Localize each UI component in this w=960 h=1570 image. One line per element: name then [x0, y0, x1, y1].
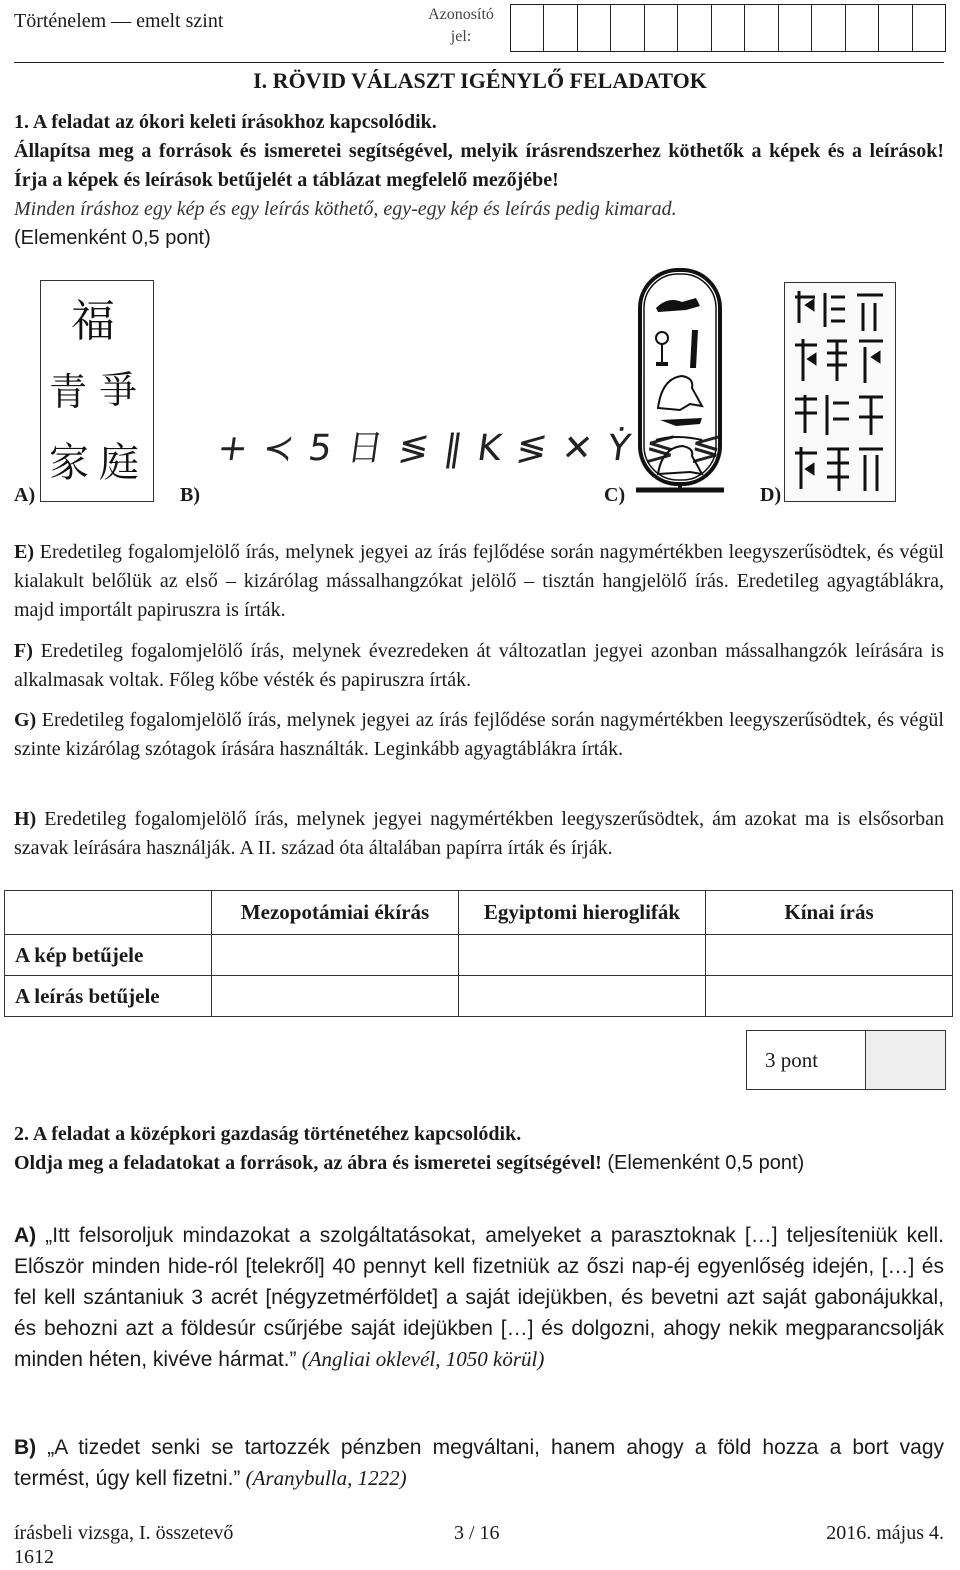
answer-cell[interactable]	[459, 935, 706, 976]
cuneiform-script-image	[784, 282, 896, 502]
points-score-field[interactable]	[866, 1031, 945, 1089]
section-title: I. RÖVID VÁLASZT IGÉNYLŐ FELADATOK	[253, 68, 707, 93]
answer-cell[interactable]	[459, 976, 706, 1017]
image-label-a: A)	[14, 484, 36, 506]
header-rule	[14, 62, 944, 63]
id-boxes[interactable]	[510, 4, 946, 52]
description-g: G) Eredetileg fogalomjelölő írás, melynek jegyei az írás fejlődése során nagymértékben leegyszerűsödtek, és végül szinte kizárólag szótagok írására használták. Leginkább agyagtáblákra írták.	[14, 709, 944, 760]
description-f: F) Eredetileg fogalomjelölő írás, melynek évezredeken át változatlan jegyei azonban mássalhangzók leírására is alkalmasak voltak. Főleg kőbe vésték és papiruszra írták.	[14, 640, 944, 691]
task1-score: (Elemenként 0,5 pont)	[14, 227, 211, 249]
col-header-mezopotamia: Mezopotámiai ékírás	[212, 891, 459, 935]
image-label-c: C)	[604, 484, 626, 506]
source-a: A) „Itt felsoroljuk mindazokat a szolgáltatásokat, amelyeket a parasztoknak […] teljesíteniük kell. Először minden hide-ról [telekről] 40 pennyt kell fizetniük az őszi nap-éj egyenlőség idején, […] és fel kell szántaniuk 3 acrét [négyzetmérföldet] a saját idejükben, és bevetni azt saját gabonájukkal, és behozni azt a földesúr csűrjébe saját idejükben […] és dolgozni, ahogy nekik megparancsolják minden héten, kivéve hármat.” (Angliai oklevél, 1050 körül)	[14, 1224, 944, 1371]
row-header-description-letter: A leírás betűjele	[5, 976, 212, 1017]
task1-title: 1. A feladat az ókori keleti írásokhoz kapcsolódik.	[14, 111, 437, 133]
phoenician-script-image: + ≺ 5 日 ≶ ‖ K ≶ ✕ Ẏ ≶ ≶	[214, 428, 726, 469]
description-e: E) Eredetileg fogalomjelölő írás, melynek jegyei az írás fejlődése során nagymértékben leegyszerűsödtek, és végül kialakult belőlük az első – kizárólag mássalhangzókat jelölő – tisztán hangjelölő írás. Eredetileg agyagtáblákra, majd importált papiruszra is írták.	[14, 541, 944, 621]
chinese-script-image: 福 青 爭 家 庭	[40, 280, 154, 502]
task2-intro	[14, 1120, 944, 1178]
task2-score: (Elemenként 0,5 pont)	[601, 1152, 805, 1174]
image-label-d: D)	[760, 484, 782, 506]
footer-code: 1612	[14, 1546, 54, 1568]
points-box	[746, 1030, 946, 1090]
answer-table	[4, 890, 953, 1017]
description-h: H) Eredetileg fogalomjelölő írás, melynek jegyei nagymértékben leegyszerűsödtek, ám azokat ma is elsősorban szavak leírására használják. A II. század óta általában papírra írták és írják.	[14, 808, 944, 859]
answer-cell[interactable]	[706, 935, 953, 976]
image-label-b: B)	[180, 484, 200, 506]
task1-intro	[14, 108, 944, 253]
egyptian-cartouche-image	[636, 268, 724, 500]
table-corner	[5, 891, 212, 935]
answer-cell[interactable]	[212, 976, 459, 1017]
task2-instruction: Oldja meg a feladatokat a források, az ábra és ismeretei segítségével!	[14, 1152, 602, 1174]
task2-title: 2. A feladat a középkori gazdaság történetéhez kapcsolódik.	[14, 1123, 522, 1145]
subject-header: Történelem — emelt szint	[14, 10, 224, 32]
answer-cell[interactable]	[706, 976, 953, 1017]
id-label: Azonosító jel:	[428, 6, 494, 45]
task1-note: Minden íráshoz egy kép és egy leírás köthető, egy-egy kép és leírás pedig kimarad.	[14, 198, 677, 220]
row-header-image-letter: A kép betűjele	[5, 935, 212, 976]
footer-date: 2016. május 4.	[826, 1522, 944, 1544]
answer-cell[interactable]	[212, 935, 459, 976]
task1-instruction: Állapítsa meg a források és ismeretei segítségével, melyik írásrendszerhez köthetők a képek és a leírások! Írja a képek és leírások betűjelét a táblázat megfelelő mezőjébe!	[14, 140, 944, 191]
col-header-egyptian: Egyiptomi hieroglifák	[459, 891, 706, 935]
footer-page: 3 / 16	[454, 1522, 500, 1544]
footer-left: írásbeli vizsga, I. összetevő	[14, 1522, 234, 1544]
points-label: 3 pont	[747, 1031, 866, 1089]
col-header-chinese: Kínai írás	[706, 891, 953, 935]
source-b: B) „A tizedet senki se tartozzék pénzben megváltani, hanem ahogy a föld hozza a bort vagy termést, úgy kell fizetni.” (Aranybulla, 1222)	[14, 1436, 944, 1490]
